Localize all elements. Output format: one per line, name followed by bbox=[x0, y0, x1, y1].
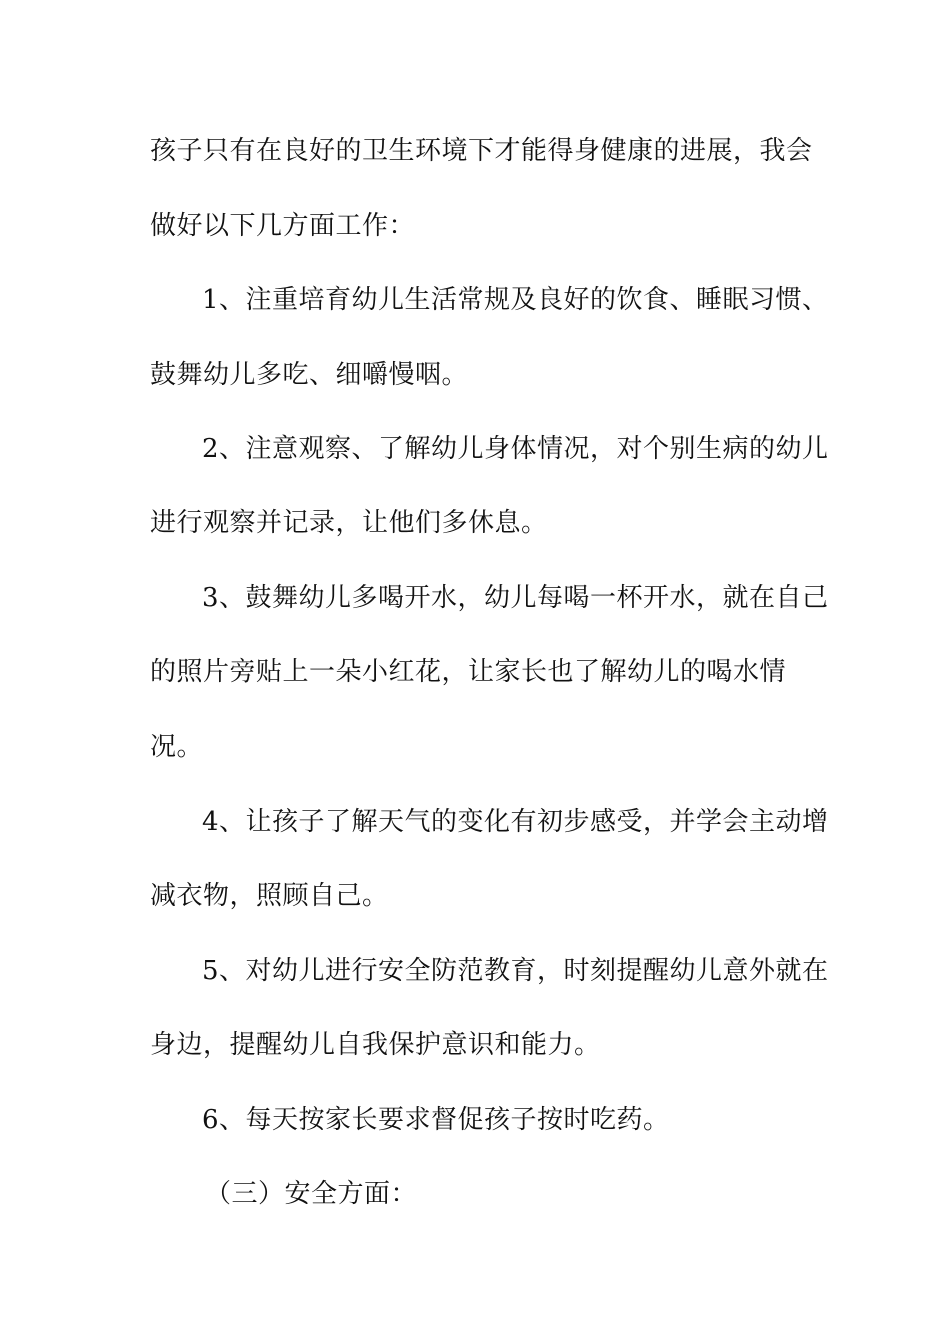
item-6-line-1: 6、每天按家长要求督促孩子按时吃药。 bbox=[202, 1105, 670, 1135]
item-1-line-1: 1、注重培育幼儿生活常规及良好的饮食、睡眠习惯、 bbox=[202, 285, 829, 315]
intro-line-2: 做好以下几方面工作： bbox=[150, 211, 416, 241]
item-2-line-1: 2、注意观察、了解幼儿身体情况，对个别生病的幼儿 bbox=[202, 434, 829, 464]
item-5-line-1: 5、对幼儿进行安全防范教育，时刻提醒幼儿意外就在 bbox=[202, 956, 829, 986]
section-heading: （三）安全方面： bbox=[205, 1179, 418, 1209]
item-3-line-2: 的照片旁贴上一朵小红花，让家长也了解幼儿的喝水情 bbox=[150, 657, 787, 687]
item-2-line-2: 进行观察并记录，让他们多休息。 bbox=[150, 508, 548, 538]
item-4-line-2: 减衣物，照顾自己。 bbox=[150, 881, 389, 911]
item-1-line-2: 鼓舞幼儿多吃、细嚼慢咽。 bbox=[150, 360, 469, 390]
intro-line-1: 孩子只有在良好的卫生环境下才能得身健康的进展，我会 bbox=[150, 136, 813, 166]
item-3-line-1: 3、鼓舞幼儿多喝开水，幼儿每喝一杯开水，就在自己 bbox=[202, 583, 829, 613]
item-5-line-2: 身边，提醒幼儿自我保护意识和能力。 bbox=[150, 1030, 601, 1060]
item-3-line-3: 况。 bbox=[150, 732, 204, 762]
item-4-line-1: 4、让孩子了解天气的变化有初步感受，并学会主动增 bbox=[202, 807, 829, 837]
